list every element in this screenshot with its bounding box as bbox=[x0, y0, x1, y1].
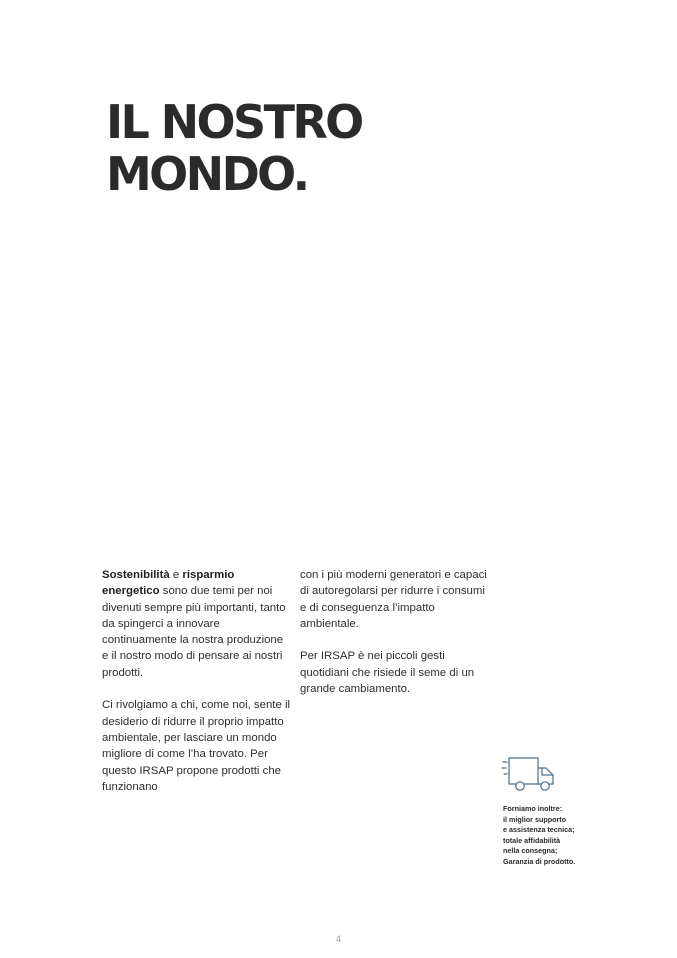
keyword-energy-saving: risparmio energetico bbox=[102, 569, 235, 598]
service-note-line: il miglior supporto bbox=[503, 814, 567, 824]
page-title-line-1: IL NOSTRO bbox=[106, 95, 362, 149]
page-title bbox=[106, 96, 362, 200]
body-column-right bbox=[300, 567, 490, 697]
page-title-line-2: MONDO. bbox=[106, 147, 308, 201]
body-conjunction: e bbox=[169, 569, 183, 581]
keyword-sustainability: Sostenibilità bbox=[102, 569, 170, 581]
page-number: 4 bbox=[335, 934, 341, 944]
body-paragraph-4: Per IRSAP è nei piccoli gesti quotidiani che risiede il seme di un grande cambiamento. bbox=[300, 650, 475, 696]
service-note-line: nella consegna; bbox=[503, 846, 558, 855]
service-note-line: e assistenza tecnica; bbox=[503, 825, 575, 834]
body-column-left bbox=[102, 567, 292, 795]
service-note bbox=[503, 804, 613, 867]
body-paragraph-1 bbox=[102, 567, 292, 681]
body-paragraph-1-text: sono due temi per noi divenuti sempre più importanti, tanto da spingerci a innovare continuamente la nostra produzione e il nostro modo di pensare ai nostri prodotti. bbox=[102, 585, 286, 679]
body-paragraph-3: con i più moderni generatori e capaci di autoregolarsi per ridurre i consumi e di conseguenza l’impatto ambientale. bbox=[300, 569, 487, 630]
delivery-truck-icon bbox=[500, 756, 556, 792]
service-note-line: Garanzia di prodotto. bbox=[503, 856, 576, 866]
body-paragraph-2: Ci rivolgiamo a chi, come noi, sente il desiderio di ridurre il proprio impatto ambientale, per lasciare un mondo migliore di come l’ha trovato. Per questo IRSAP propone prodotti che funzionano bbox=[102, 699, 291, 793]
service-note-line: Forniamo inoltre: bbox=[503, 804, 563, 813]
service-note-line: totale affidabilità bbox=[503, 835, 561, 845]
